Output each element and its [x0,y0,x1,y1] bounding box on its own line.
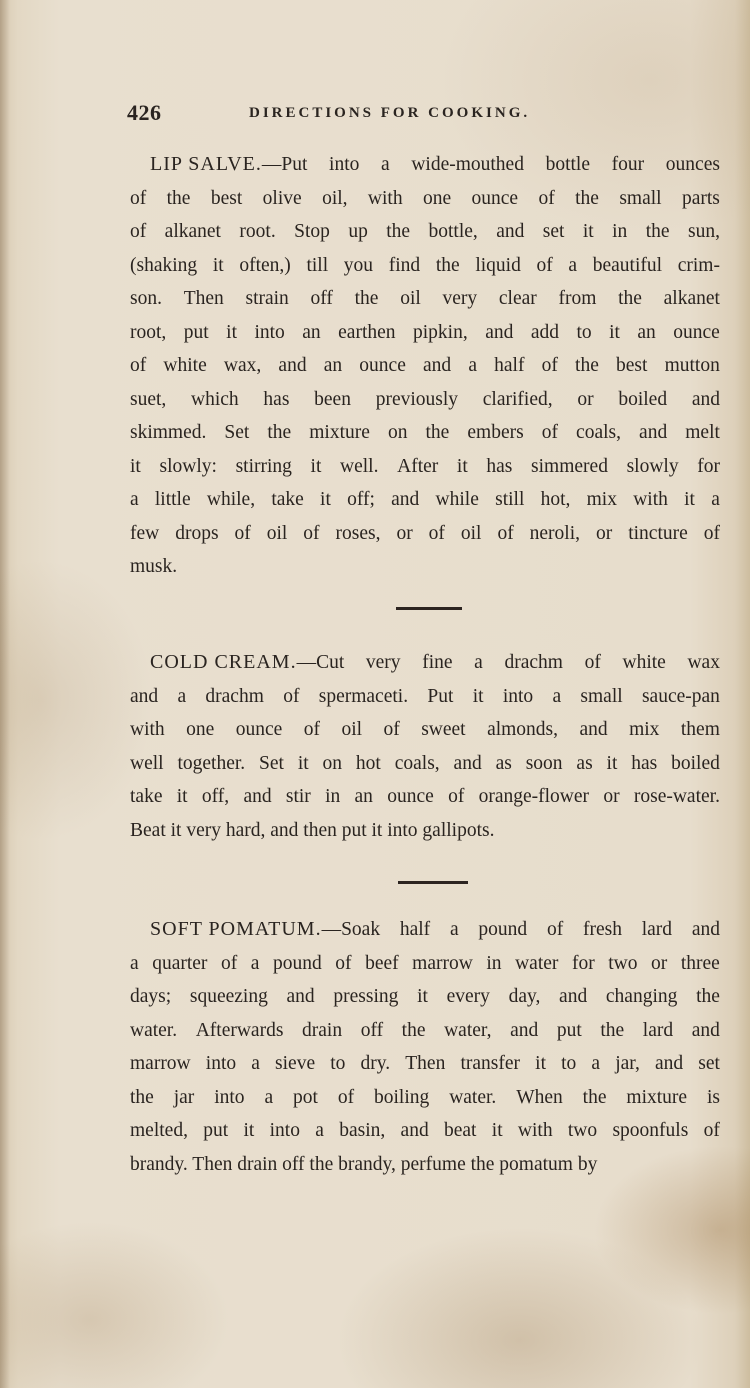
text-line: of white wax, and an ounce and a half of the best mutton [130,355,720,376]
section-divider [396,607,462,610]
text-line: COLD CREAM.—Cut very fine a drachm of white wax [150,651,720,673]
section-divider [398,881,468,884]
text-line: LIP SALVE.—Put into a wide-mouthed bottle four ounces [150,153,720,175]
text-line: melted, put it into a basin, and beat it with two spoonfuls of [130,1120,720,1141]
text-line: few drops of oil of roses, or of oil of neroli, or tincture of [130,522,720,544]
text-line: root, put it into an earthen pipkin, and add to it an ounce [130,321,720,343]
text-line-content: brandy. Then drain off the brandy, perfume the pomatum by [130,1153,598,1175]
text-line: of alkanet root. Stop up the bottle, and set it in the sun, [130,221,720,242]
recipe-lip-salve [130,148,720,584]
text-line: a little while, take it off; and while still hot, mix with it a [130,489,720,510]
recipe-title: LIP SALVE. [150,153,262,175]
text-word: —Soak [321,919,381,940]
text-line: son. Then strain off the oil very clear from the alkanet [130,288,720,309]
text-line: well together. Set it on hot coals, and as soon as it has boiled [130,752,720,774]
text-line [130,1148,720,1182]
page-spine-shadow [0,0,10,1388]
text-line: the jar into a pot of boiling water. When the mixture is [130,1086,720,1108]
text-line-content: Beat it very hard, and then put it into gallipots. [130,819,495,841]
text-line: it slowly: stirring it well. After it has simmered slowly for [130,455,720,477]
text-line-content: musk. [130,556,178,577]
text-line: marrow into a sieve to dry. Then transfer it to a jar, and set [130,1053,720,1074]
text-line: take it off, and stir in an ounce of orange-flower or rose-water. [130,786,720,807]
text-line: skimmed. Set the mixture on the embers of coals, and melt [130,422,720,443]
text-line: and a drachm of spermaceti. Put it into a small sauce-pan [130,685,720,707]
text-line: of the best olive oil, with one ounce of the small parts [130,187,720,209]
recipe-title: COLD CREAM. [150,651,297,673]
text-line [130,550,720,584]
recipe-title: SOFT POMATUM. [150,918,322,940]
text-word: —Cut [296,652,345,673]
text-line: suet, which has been previously clarified, or boiled and [130,388,720,410]
text-line: (shaking it often,) till you find the liquid of a beautiful crim- [130,254,720,276]
text-line: water. Afterwards drain off the water, and put the lard and [130,1019,720,1041]
text-line [130,814,720,848]
recipe-cold-cream [130,646,720,847]
page-header [127,100,607,136]
text-line: with one ounce of oil of sweet almonds, and mix them [130,719,720,740]
text-line: days; squeezing and pressing it every day, and changing the [130,986,720,1007]
page-number: 426 [127,100,162,125]
text-line: SOFT POMATUM.—Soak half a pound of fresh lard and [150,918,720,940]
running-head: DIRECTIONS FOR COOKING. [249,105,531,121]
recipe-soft-pomatum [130,913,720,1181]
text-line: a quarter of a pound of beef marrow in water for two or three [130,952,720,974]
text-word: —Put [261,154,308,175]
